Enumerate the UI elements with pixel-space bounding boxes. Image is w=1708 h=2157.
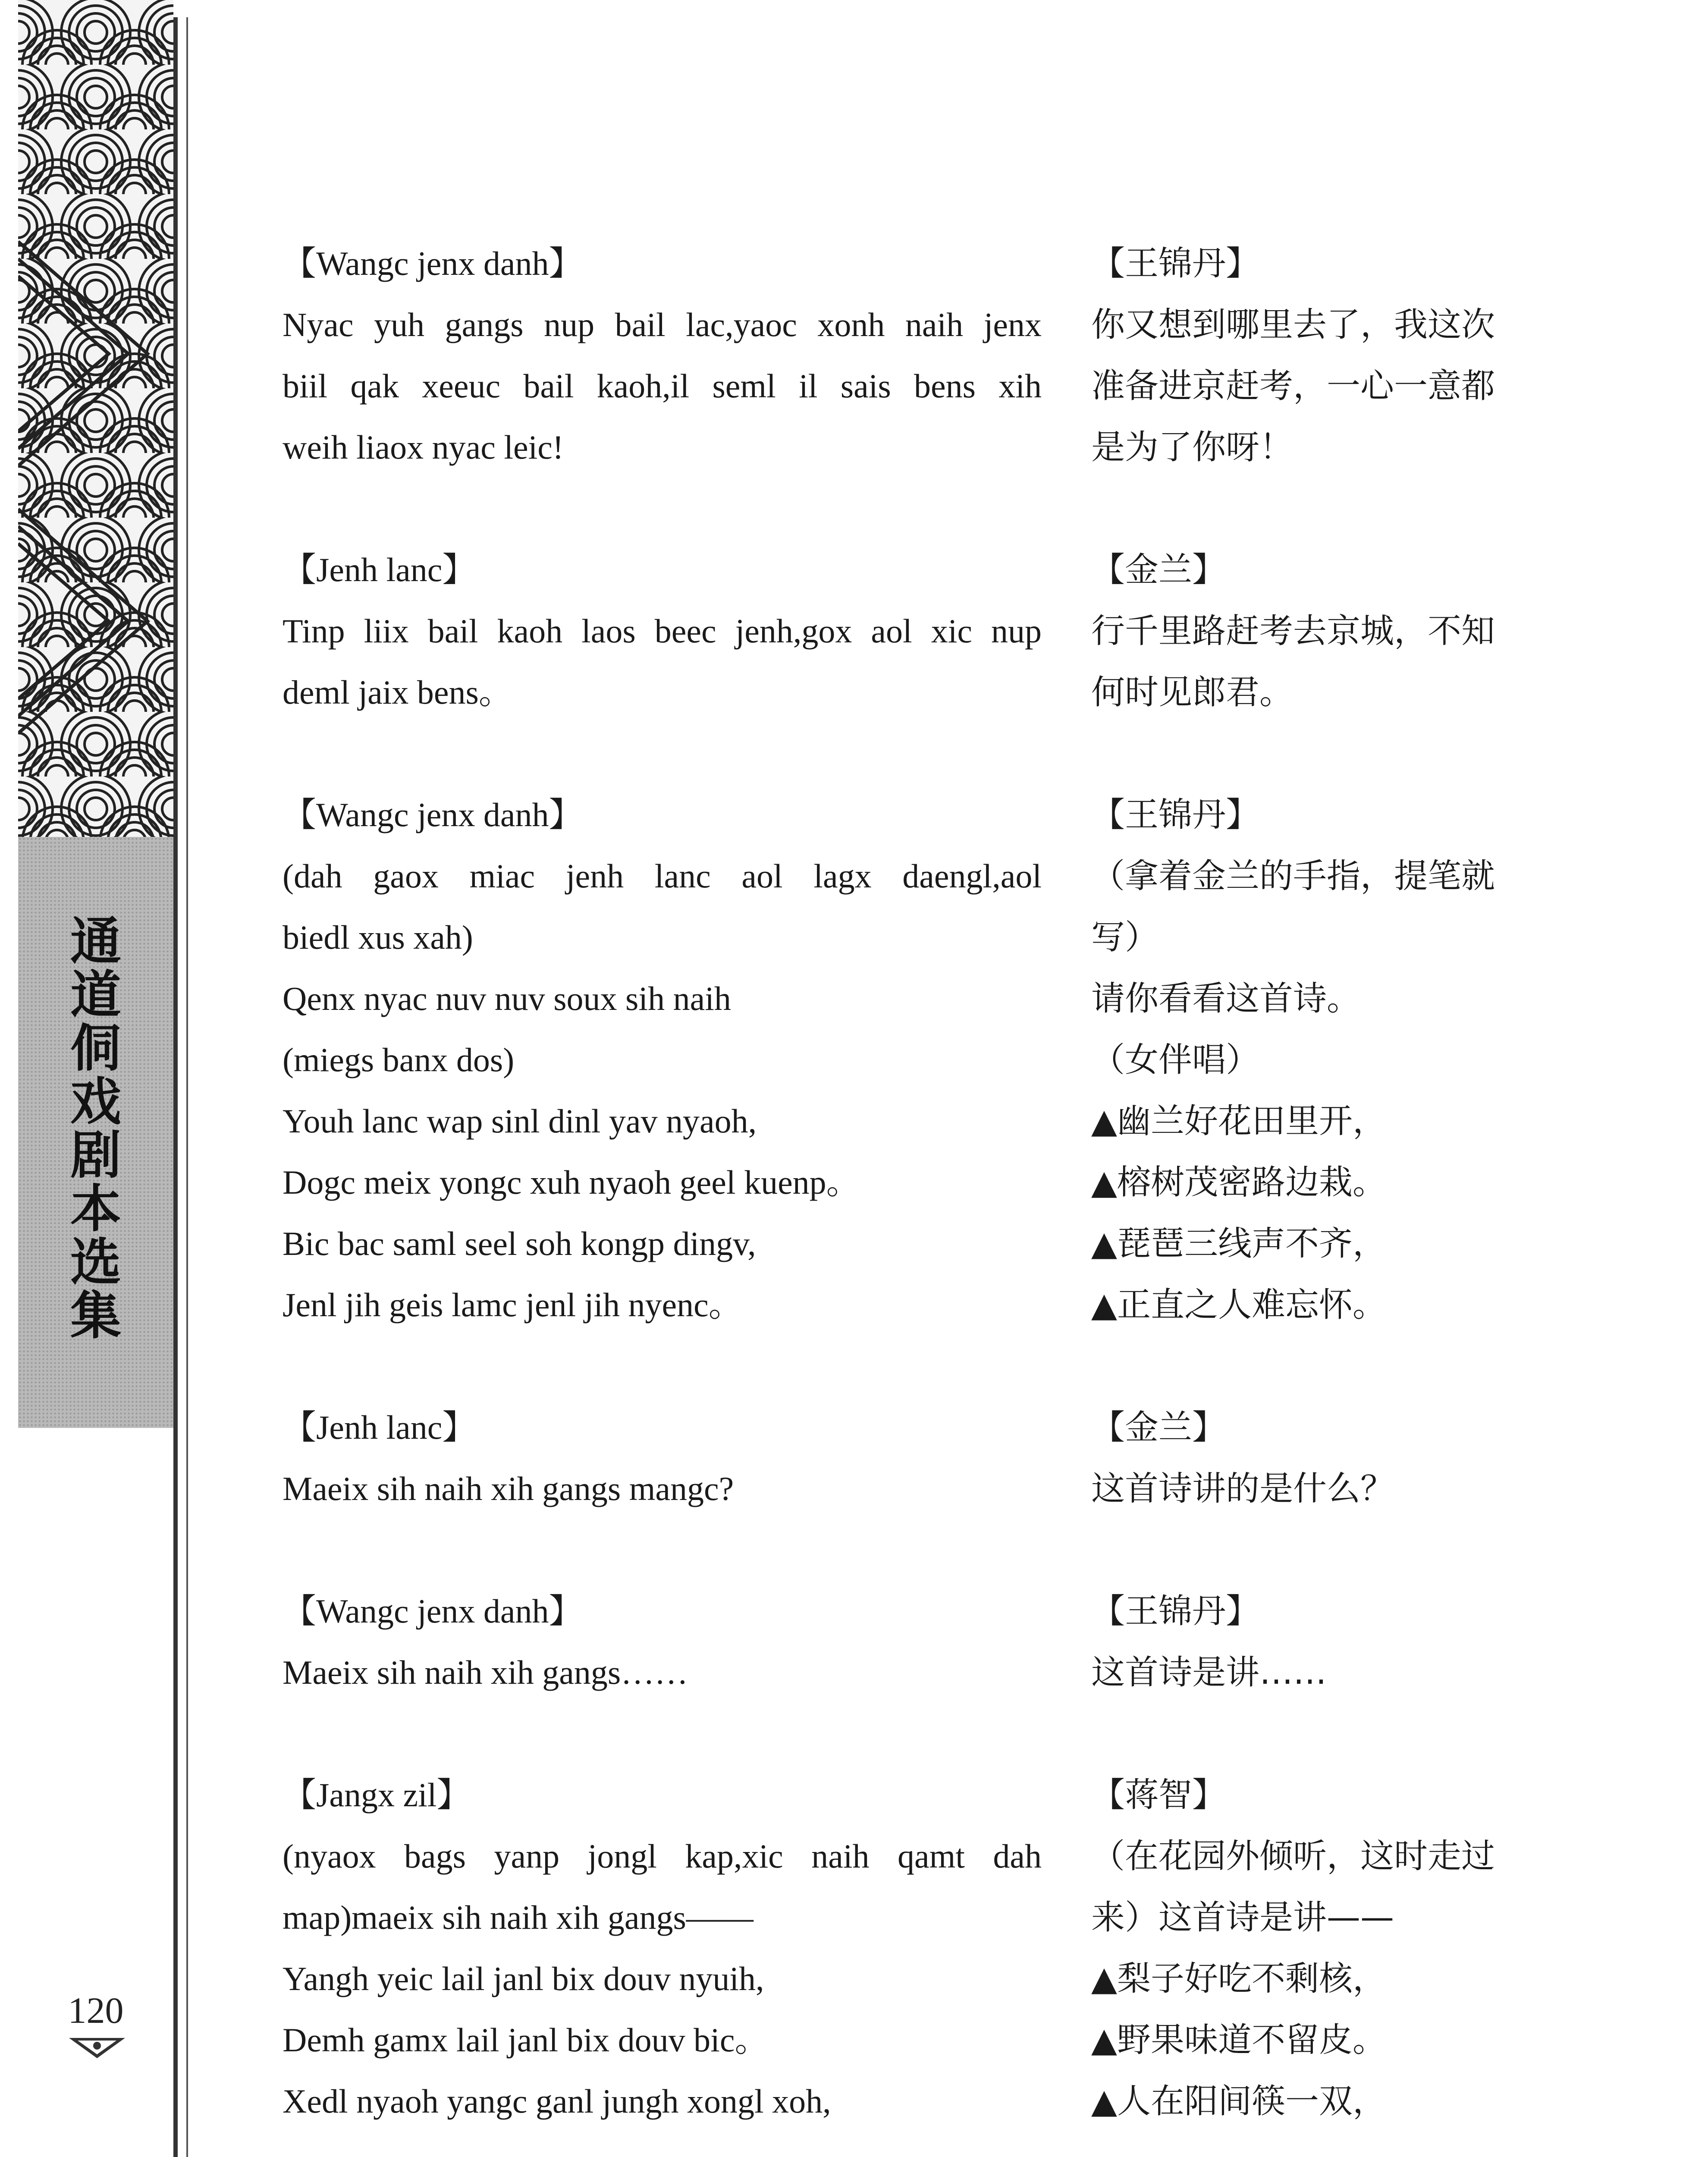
dialogue-line: 这首诗是讲…… (1091, 1653, 1327, 1692)
dialogue-block (283, 539, 1042, 723)
dialogue-line: 请你看看这首诗。 (1091, 979, 1361, 1018)
dialogue-line: ▲梨子好吃不剩核， (1091, 1959, 1386, 1998)
page-number-ornament-icon (69, 2034, 125, 2060)
dialogue-line: 这首诗讲的是什么？ (1091, 1469, 1394, 1508)
dialogue-line: Tinp liix bail kaoh laos beec jenh,gox aol xic nup (283, 612, 1042, 650)
dialogue-block (283, 1581, 1042, 1703)
margin-rule-thin (186, 17, 188, 2157)
dialogue-line: 写） (1091, 918, 1159, 957)
speaker-name: 【Wangc jenx danh】 (283, 245, 583, 282)
title-char: 本 (70, 1179, 121, 1239)
dialogue-block (1091, 1764, 1570, 2132)
dialogue-line: Nyac yuh gangs nup bail lac,yaoc xonh naih jenx (283, 306, 1042, 343)
speaker-name: 【金兰】 (1091, 550, 1226, 589)
dialogue-line: ▲榕树茂密路边栽。 (1091, 1163, 1386, 1202)
dialogue-line: Bic bac saml seel soh kongp dingv, (283, 1225, 756, 1262)
speaker-name: 【金兰】 (1091, 1408, 1226, 1447)
speaker-name: 【Wangc jenx danh】 (283, 796, 583, 833)
dialogue-block (1091, 233, 1570, 478)
dialogue-line: Dogc meix yongc xuh nyaoh geel kuenp。 (283, 1163, 860, 1201)
dialogue-line: （女伴唱） (1091, 1041, 1260, 1079)
chinese-text-column (1091, 233, 1570, 2157)
dialogue-line: (nyaox bags yanp jongl kap,xic naih qamt dah (283, 1837, 1042, 1875)
title-char: 通 (70, 911, 121, 971)
speaker-name: 【王锦丹】 (1091, 796, 1260, 834)
title-char: 戏 (70, 1072, 121, 1132)
speaker-name: 【Jenh lanc】 (283, 551, 476, 588)
dialogue-block (283, 1397, 1042, 1519)
dialogue-line: 准备进京赶考，一心一意都 (1091, 367, 1495, 406)
dialogue-block (1091, 1397, 1570, 1519)
dialogue-line: (miegs banx dos) (283, 1041, 515, 1078)
speaker-name: 【Jangx zil】 (283, 1776, 471, 1814)
page-number: 120 (68, 1990, 124, 2031)
dialogue-line: Jenl jih geis lamc jenl jih nyenc。 (283, 1286, 742, 1324)
speaker-name: 【王锦丹】 (1091, 1592, 1260, 1631)
dialogue-block (283, 784, 1042, 1336)
dialogue-line: Maeix sih naih xih gangs mangc? (283, 1470, 734, 1507)
dialogue-line: ▲幽兰好花田里开， (1091, 1102, 1386, 1141)
dialogue-line: 来）这首诗是讲—— (1091, 1898, 1394, 1937)
dialogue-line: （拿着金兰的手指，提笔就 (1091, 857, 1495, 896)
speaker-name: 【蒋智】 (1091, 1776, 1226, 1814)
dialogue-line: map)maeix sih naih xih gangs—— (283, 1899, 754, 1936)
title-char: 剧 (70, 1125, 121, 1185)
dialogue-line: （在花园外倾听，这时走过 (1091, 1837, 1495, 1876)
title-char: 道 (70, 965, 121, 1025)
dialogue-line: ▲琵琶三线声不齐， (1091, 1224, 1386, 1263)
dialogue-line: Maeix sih naih xih gangs…… (283, 1654, 688, 1691)
dialogue-line: deml jaix bens。 (283, 673, 512, 711)
speaker-name: 【Wangc jenx danh】 (283, 1592, 583, 1630)
dialogue-line: biil qak xeeuc bail kaoh,il seml il sais bens xih (283, 367, 1042, 405)
title-char: 集 (70, 1286, 121, 1346)
dialogue-line: 行千里路赶考去京城，不知 (1091, 612, 1495, 651)
dialogue-line: ▲正直之人难忘怀。 (1091, 1286, 1386, 1324)
dialogue-line: ▲人在阳间筷一双， (1091, 2082, 1386, 2121)
dialogue-line: 何时见郎君。 (1091, 673, 1294, 712)
title-char: 侗 (70, 1018, 121, 1078)
dialogue-block (1091, 539, 1570, 723)
margin-rule (173, 17, 178, 2157)
dialogue-line: Qenx nyac nuv nuv soux sih naih (283, 980, 731, 1017)
dong-text-column (283, 233, 1042, 2157)
dialogue-line: Demh gamx lail janl bix douv bic。 (283, 2021, 769, 2059)
dialogue-line: 是为了你呀！ (1091, 428, 1294, 467)
dialogue-line: Yangh yeic lail janl bix douv nyuih, (283, 1960, 764, 1997)
dialogue-line: Xedl nyaoh yangc ganl jungh xongl xoh, (283, 2082, 831, 2120)
dialogue-block (1091, 784, 1570, 1336)
cloud-pattern-ornament (18, 0, 173, 837)
dialogue-block (283, 233, 1042, 478)
dialogue-line: Youh lanc wap sinl dinl yav nyaoh, (283, 1102, 757, 1140)
book-title (18, 911, 173, 1346)
speaker-name: 【Jenh lanc】 (283, 1409, 476, 1446)
dialogue-line: 你又想到哪里去了，我这次 (1091, 305, 1495, 344)
dialogue-block (1091, 1581, 1570, 1703)
dialogue-line: weih liaox nyac leic! (283, 428, 564, 466)
dialogue-block (283, 1764, 1042, 2132)
dialogue-line: (dah gaox miac jenh lanc aol lagx daengl,aol (283, 857, 1042, 895)
speaker-name: 【王锦丹】 (1091, 244, 1260, 283)
dialogue-line: ▲野果味道不留皮。 (1091, 2021, 1386, 2060)
title-char: 选 (70, 1232, 121, 1292)
dialogue-line: biedl xus xah) (283, 918, 473, 956)
